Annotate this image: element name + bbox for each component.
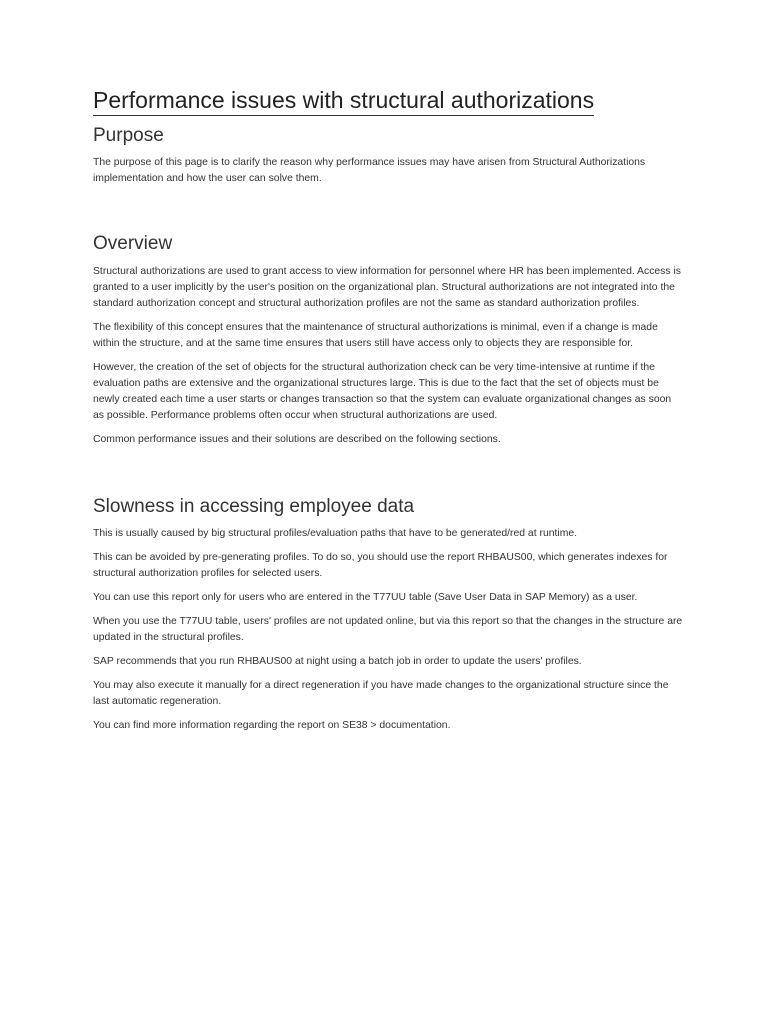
- section-heading-overview: Overview: [93, 233, 173, 254]
- paragraph: The purpose of this page is to clarify the reason why performance issues may have arisen from Structural Authorizations implementation and how the user can solve them.: [93, 157, 646, 184]
- paragraph: You may also execute it manually for a direct regeneration if you have made changes to the organizational structure since the last automatic regeneration.: [93, 680, 669, 707]
- paragraph: This can be avoided by pre-generating profiles. To do so, you should use the report RHBAUS00, which generates indexes for structural authorization profiles for selected users.: [93, 552, 668, 579]
- paragraph: Common performance issues and their solutions are described on the following sections.: [93, 434, 501, 445]
- paragraph: However, the creation of the set of objects for the structural authorization check can be very time-intensive at runtime if the evaluation paths are extensive and the organizational structures large. This is due to the fact that the set of objects must be newly created each time a user starts or changes transaction so that the system can evaluate organizational changes as soon as possible. Performance problems often occur when structural authorizations are used.: [93, 362, 672, 421]
- paragraph: This is usually caused by big structural profiles/evaluation paths that have to be generated/red at runtime.: [93, 528, 578, 539]
- paragraph: SAP recommends that you run RHBAUS00 at night using a batch job in order to update the users' profiles.: [93, 656, 582, 667]
- paragraph: When you use the T77UU table, users' profiles are not updated online, but via this report so that the changes in the structure are updated in the structural profiles.: [93, 616, 683, 643]
- section-heading-slowness: Slowness in accessing employee data: [93, 496, 415, 517]
- page-title: Performance issues with structural authorizations: [93, 86, 594, 116]
- paragraph: You can find more information regarding the report on SE38 > documentation.: [93, 720, 451, 731]
- paragraph: The flexibility of this concept ensures that the maintenance of structural authorizations is minimal, even if a change is made within the structure, and at the same time ensures that users still have access only to objects they are responsible for.: [93, 322, 658, 349]
- paragraph: Structural authorizations are used to grant access to view information for personnel where HR has been implemented. Access is granted to a user implicitly by the user's position on the organizational plan. Structural authorizations are not integrated into the standard authorization concept and structural authorization profiles are not the same as standard authorization profiles.: [93, 266, 681, 309]
- document-page: [93, 86, 683, 734]
- paragraph: You can use this report only for users who are entered in the T77UU table (Save User Data in SAP Memory) as a user.: [93, 592, 638, 603]
- section-heading-purpose: Purpose: [93, 125, 164, 146]
